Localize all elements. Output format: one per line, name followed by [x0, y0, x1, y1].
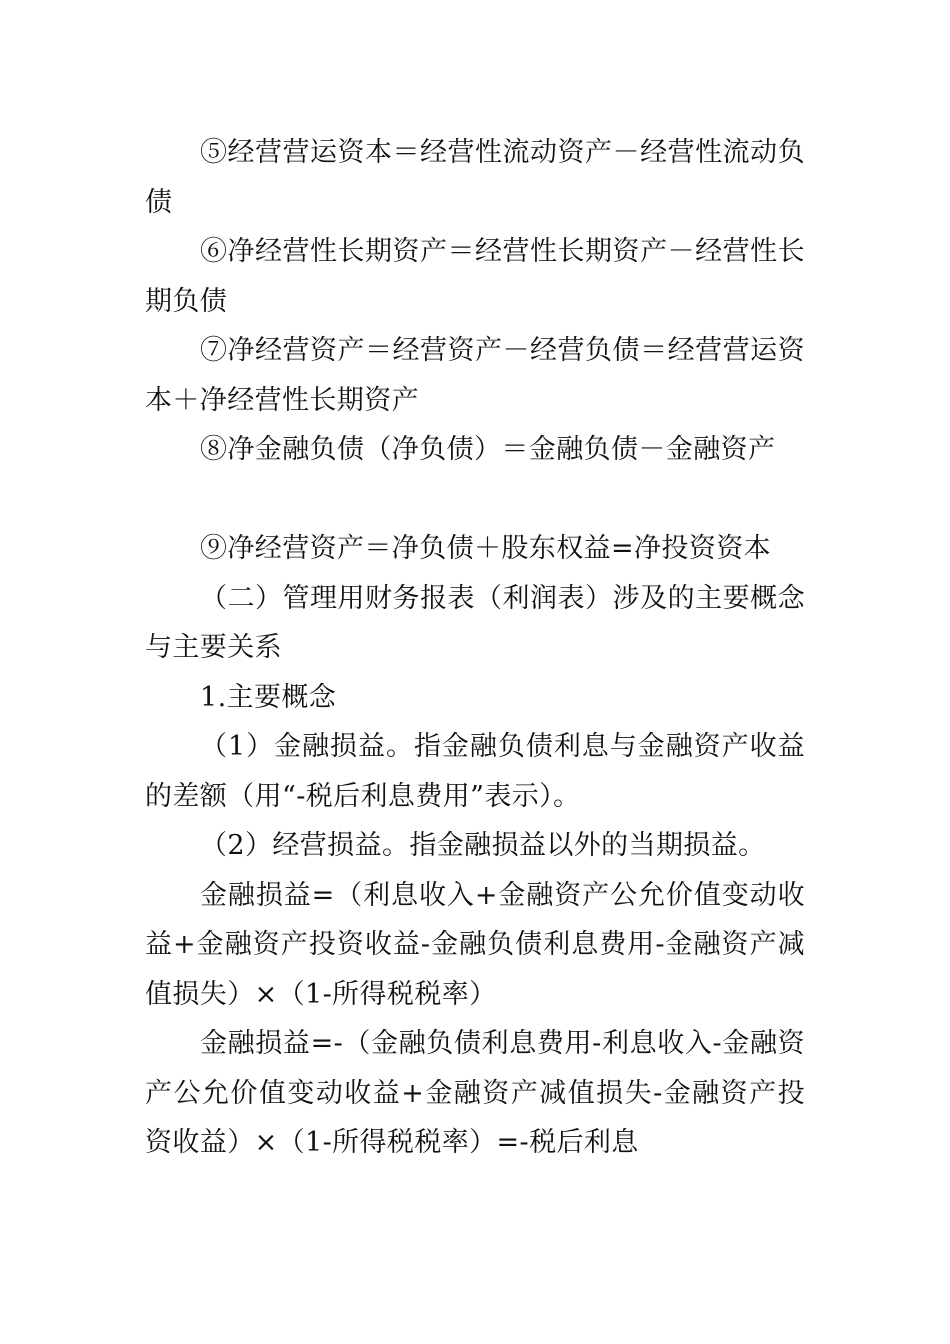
formula-net-financial-liabilities: ⑧净金融负债（净负债）＝金融负债－金融资产	[200, 434, 776, 465]
formula-net-investment-capital: ⑨净经营资产＝净负债＋股东权益=净投资资本	[200, 533, 772, 564]
blank-line	[145, 475, 805, 525]
section-heading-income-statement: （二）管理用财务报表（利润表）涉及的主要概念与主要关系	[145, 582, 805, 663]
concept-financial-pnl: （1）金融损益。指金融负债利息与金融资产收益的差额（用“-税后利息费用”表示）。	[145, 731, 805, 812]
formula-net-long-term-assets: ⑥净经营性长期资产＝经营性长期资产－经营性长期负债	[145, 236, 805, 317]
formula-financial-pnl-2: 金融损益=-（金融负债利息费用-利息收入-金融资产公允价值变动收益+金融资产减值损失-金融资产投资收益）×（1-所得税税率）=-税后利息	[145, 1028, 805, 1158]
subheading-main-concepts: 1.主要概念	[200, 681, 337, 713]
concept-operating-pnl: （2）经营损益。指金融损益以外的当期损益。	[200, 830, 766, 861]
document-body	[145, 128, 805, 1168]
formula-working-capital: ⑤经营营运资本＝经营性流动资产－经营性流动负债	[145, 137, 805, 218]
formula-financial-pnl-1: 金融损益=（利息收入+金融资产公允价值变动收益+金融资产投资收益-金融负债利息费用-金融资产减值损失）×（1-所得税税率）	[145, 879, 805, 1010]
formula-net-operating-assets: ⑦净经营资产＝经营资产－经营负债＝经营营运资本＋净经营性长期资产	[145, 335, 805, 416]
